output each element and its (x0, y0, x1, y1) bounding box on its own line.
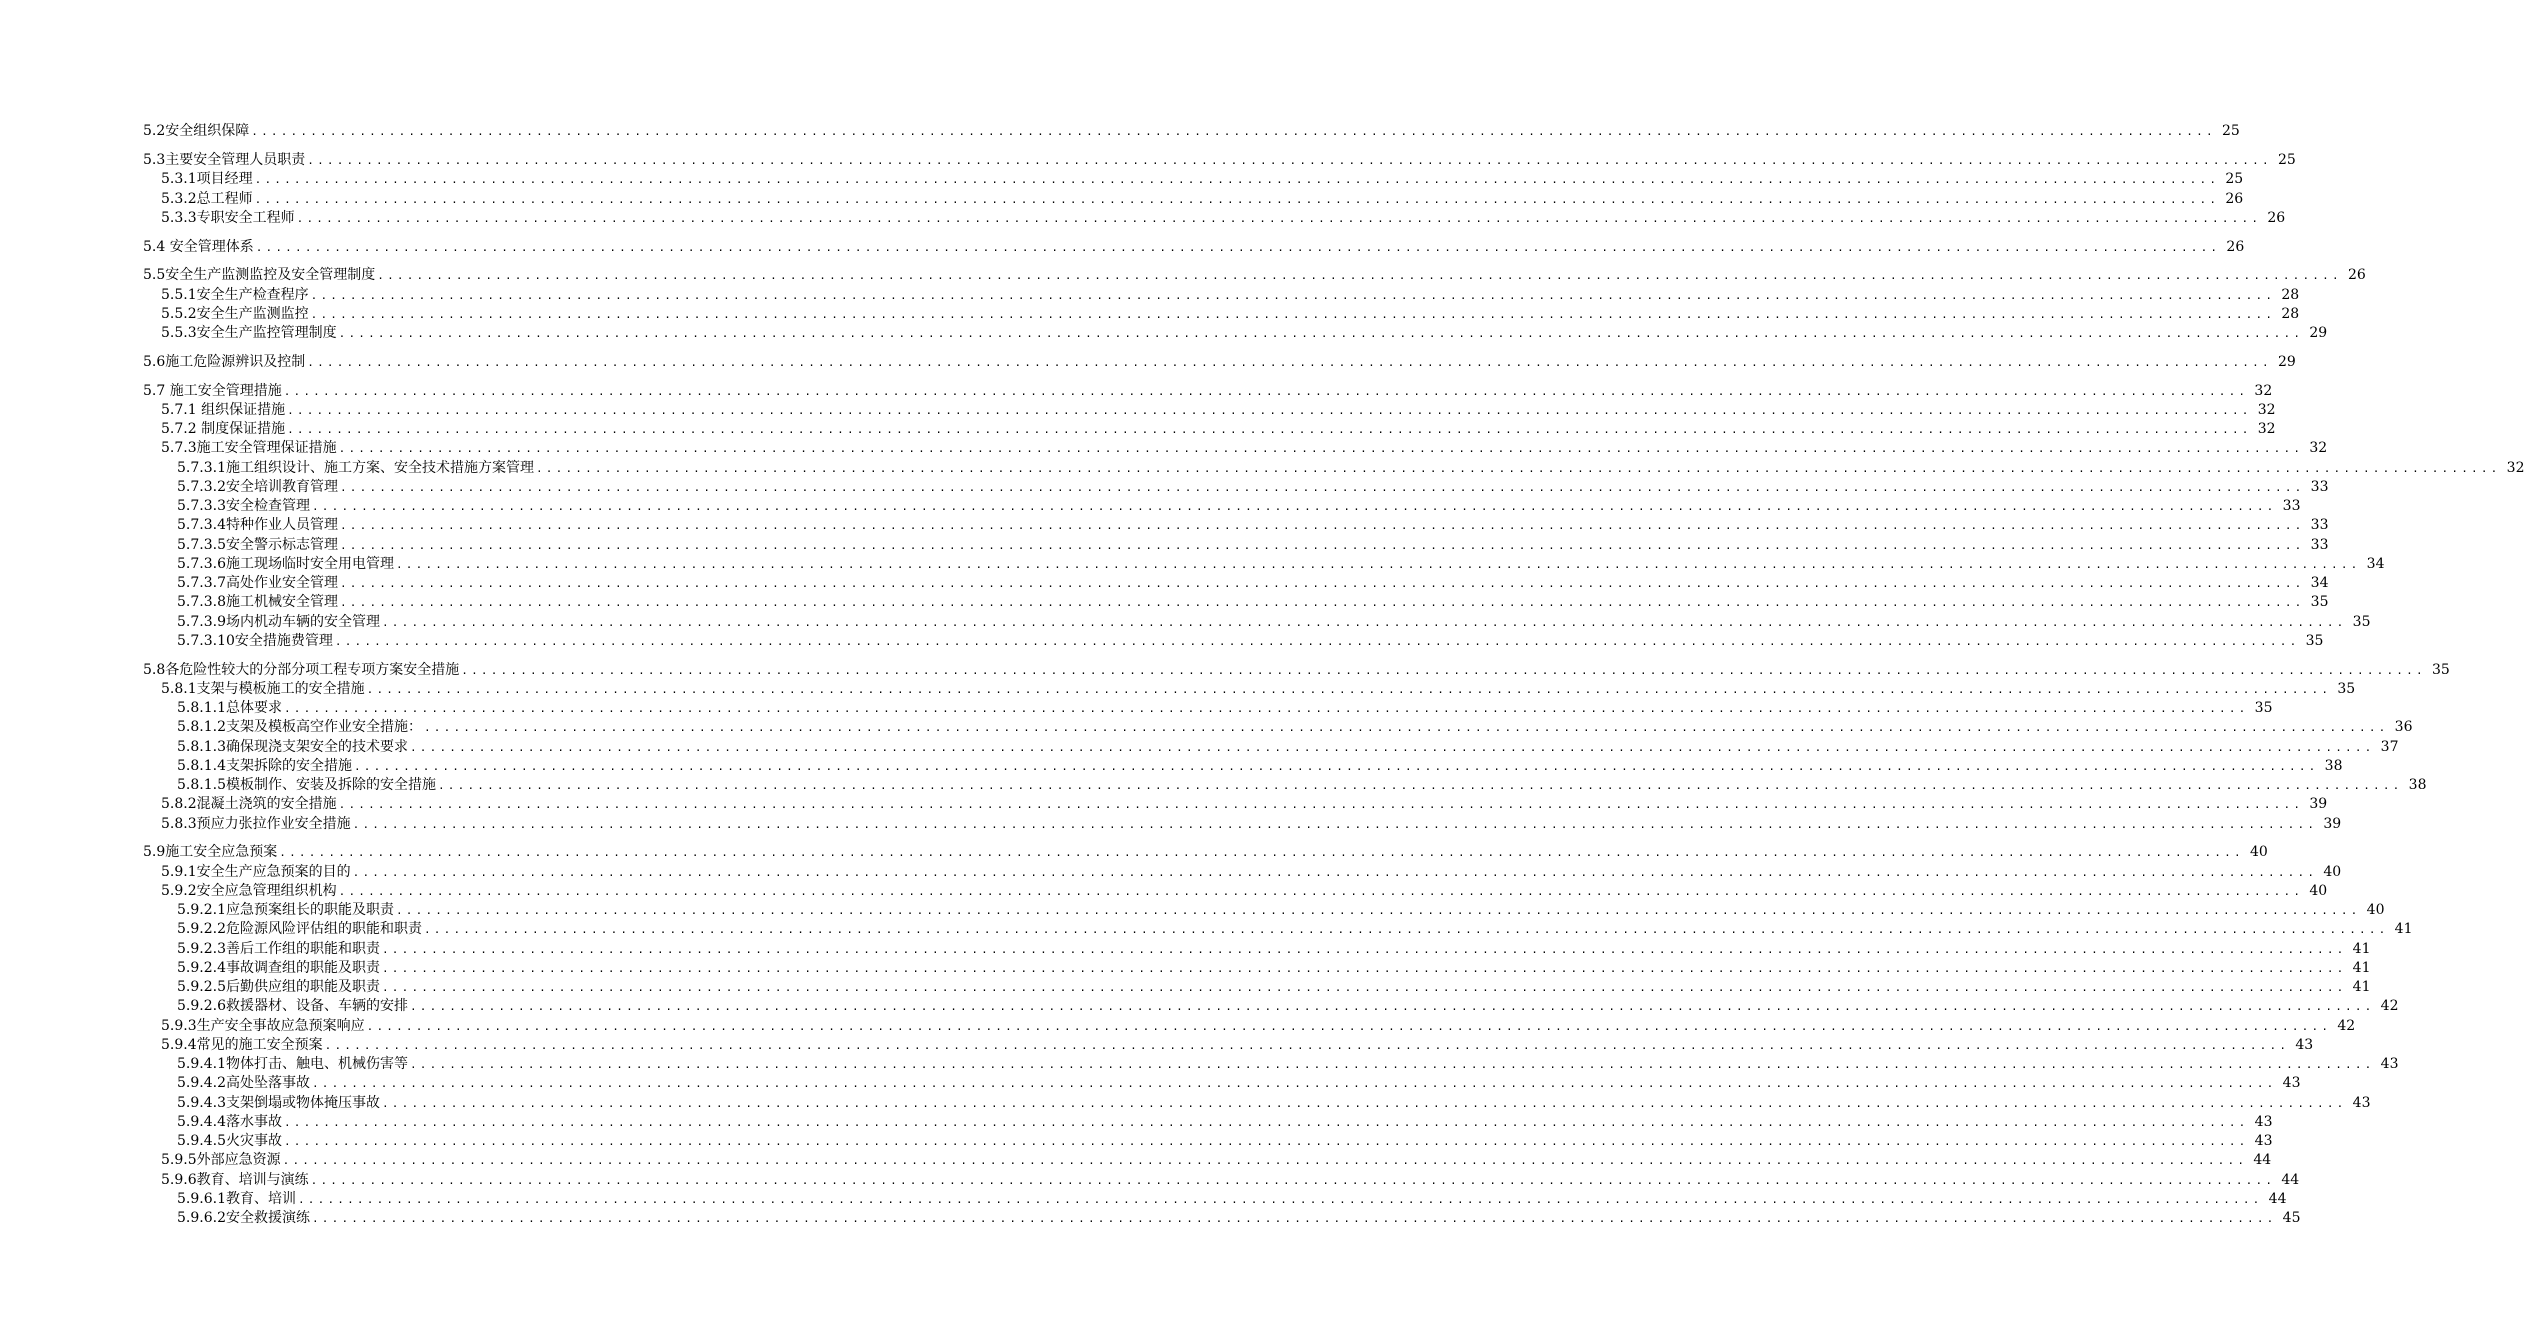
toc-entry[interactable] (0, 793, 2328, 813)
toc-entry-page-number: 44 (2253, 1152, 2272, 1169)
toc-dot-leader: ........................................................................................................................................................................................................ (255, 240, 2221, 254)
toc-dot-leader: ........................................................................................................................................................................................................ (324, 1038, 2290, 1052)
toc-entry[interactable] (0, 514, 2329, 534)
toc-entry-title: 5.7.3.3安全检查管理 (177, 498, 310, 514)
toc-entry-title: 5.9.2安全应急管理组织机构 (161, 882, 337, 899)
toc-entry-page-number: 33 (2310, 517, 2329, 534)
toc-entry-page-number: 35 (2431, 661, 2450, 678)
toc-entry-title: 5.9.4常见的施工安全预案 (161, 1036, 323, 1053)
toc-dot-leader: ........................................................................................................................................................................................................ (353, 759, 2319, 773)
toc-entry-title: 5.9.6教育、培训与演练 (161, 1171, 309, 1188)
toc-entry-title: 5.7.1 组织保证措施 (161, 401, 286, 418)
toc-entry[interactable] (0, 957, 2371, 976)
toc-entry-title: 5.7.3.5安全警示标志管理 (177, 536, 338, 553)
toc-entry[interactable] (0, 995, 2399, 1015)
toc-entry[interactable] (0, 1130, 2273, 1149)
toc-dot-leader: ........................................................................................................................................................................................................ (338, 884, 2304, 898)
toc-entry[interactable] (0, 1053, 2399, 1072)
toc-entry-page-number: 35 (2305, 632, 2324, 649)
toc-entry-title: 5.9.2.5后勤供应组的职能及职责 (177, 979, 380, 995)
toc-entry-title: 5.3.3专职安全工程师 (161, 209, 295, 226)
toc-dot-leader: ........................................................................................................................................................................................................ (338, 798, 2304, 812)
toc-entry-page-number: 32 (2309, 440, 2328, 457)
toc-entry[interactable] (0, 351, 2296, 370)
toc-entry-title: 5.7.3.7高处作业安全管理 (177, 575, 338, 591)
toc-entry-title: 5.5.2安全生产监测监控 (161, 305, 309, 322)
toc-entry-page-number: 40 (2323, 863, 2342, 880)
toc-entry-page-number: 41 (2352, 959, 2371, 976)
toc-entry-page-number: 38 (2408, 777, 2427, 793)
toc-entry[interactable] (0, 976, 2371, 995)
toc-dot-leader: ........................................................................................................................................................................................................ (338, 327, 2304, 340)
toc-entry[interactable] (0, 918, 2413, 938)
toc-dot-leader: ........................................................................................................................................................................................................ (395, 904, 2361, 917)
toc-entry-page-number: 44 (2268, 1190, 2287, 1207)
toc-entry[interactable] (0, 303, 2300, 322)
toc-entry-title: 5.9.4.5火灾事故 (177, 1133, 282, 1149)
toc-dot-leader: ........................................................................................................................................................................................................ (310, 1173, 2276, 1187)
toc-entry[interactable] (0, 658, 2450, 678)
toc-entry-page-number: 43 (2282, 1075, 2301, 1092)
toc-entry-title: 5.7.3.6施工现场临时安全用电管理 (177, 555, 394, 572)
toc-entry-title: 5.9.2.3善后工作组的职能和职责 (177, 940, 380, 957)
toc-entry-page-number: 26 (2267, 209, 2286, 226)
toc-entry-page-number: 25 (2225, 171, 2244, 188)
toc-entry-title: 5.5.3安全生产监控管理制度 (161, 325, 337, 341)
toc-entry-page-number: 36 (2394, 719, 2413, 736)
toc-dot-leader: ........................................................................................................................................................................................................ (311, 1212, 2277, 1225)
toc-entry-title: 5.7.3.2安全培训教育管理 (177, 478, 338, 495)
toc-dot-leader: ........................................................................................................................................................................................................ (339, 519, 2305, 533)
toc-entry[interactable] (0, 495, 2301, 514)
toc-entry-page-number: 45 (2282, 1210, 2301, 1226)
toc-entry[interactable] (0, 1207, 2301, 1226)
toc-entry-title: 5.9.2.6救援器材、设备、车辆的安排 (177, 998, 408, 1015)
toc-entry-page-number: 26 (2225, 190, 2244, 207)
toc-entry[interactable] (0, 533, 2329, 553)
toc-entry-title: 5.7.3.4特种作业人员管理 (177, 517, 338, 534)
toc-entry[interactable] (0, 168, 2244, 188)
toc-dot-leader: ........................................................................................................................................................................................................ (310, 288, 2276, 302)
toc-dot-leader: ........................................................................................................................................................................................................ (283, 702, 2249, 715)
toc-entry[interactable] (0, 264, 2366, 284)
toc-entry-page-number: 41 (2352, 940, 2371, 957)
toc-entry-page-number: 44 (2281, 1171, 2300, 1188)
toc-entry-title: 5.7.3.1施工组织设计、施工方案、安全技术措施方案管理 (177, 459, 534, 476)
toc-entry-title: 5.7.3.9场内机动车辆的安全管理 (177, 613, 380, 630)
toc-dot-leader: ........................................................................................................................................................................................................ (282, 1154, 2248, 1168)
toc-dot-leader: ........................................................................................................................................................................................................ (339, 538, 2305, 552)
toc-entry-page-number: 29 (2277, 353, 2296, 370)
toc-entry[interactable] (0, 697, 2273, 716)
toc-entry-page-number: 35 (2337, 680, 2356, 697)
toc-dot-leader: ........................................................................................................................................................................................................ (437, 779, 2403, 792)
toc-entry-page-number: 35 (2254, 700, 2273, 716)
toc-entry-title: 5.7.2 制度保证措施 (161, 421, 286, 437)
toc-entry-title: 5.9.5外部应急资源 (161, 1152, 281, 1169)
toc-entry[interactable] (0, 322, 2328, 341)
toc-entry-title: 5.9施工安全应急预案 (143, 844, 278, 861)
toc-dot-leader: ........................................................................................................................................................................................................ (339, 480, 2305, 494)
toc-entry-title: 5.8.3预应力张拉作业安全措施 (161, 815, 351, 832)
toc-dot-leader: ........................................................................................................................................................................................................ (287, 423, 2252, 436)
toc-entry[interactable] (0, 841, 2268, 861)
toc-dot-leader: ........................................................................................................................................................................................................ (352, 817, 2318, 831)
toc-entry-title: 5.9.3生产安全事故应急预案响应 (161, 1017, 365, 1034)
toc-dot-leader: ........................................................................................................................................................................................................ (251, 125, 2216, 139)
toc-entry-page-number: 32 (2257, 401, 2276, 418)
toc-entry[interactable] (0, 1034, 2314, 1053)
toc-entry-title: 5.6施工危险源辨识及控制 (143, 353, 306, 370)
toc-entry-page-number: 33 (2310, 478, 2329, 495)
toc-dot-leader: ........................................................................................................................................................................................................ (339, 577, 2305, 590)
toc-entry-page-number: 41 (2352, 979, 2371, 995)
toc-entry[interactable] (0, 678, 2356, 697)
toc-entry-page-number: 40 (2366, 902, 2385, 918)
toc-dot-leader: ........................................................................................................................................................................................................ (283, 1135, 2249, 1148)
toc-dot-leader: ........................................................................................................................................................................................................ (283, 384, 2249, 398)
toc-entry-title: 5.9.1安全生产应急预案的目的 (161, 863, 351, 880)
toc-entry-page-number: 43 (2254, 1133, 2273, 1149)
toc-entry-page-number: 40 (2249, 844, 2268, 861)
toc-entry[interactable] (0, 1188, 2287, 1207)
toc-entry-page-number: 39 (2309, 796, 2328, 813)
toc-entry-title: 5.8各危险性较大的分部分项工程专项方案安全措施 (143, 661, 460, 678)
toc-dot-leader: ........................................................................................................................................................................................................ (381, 981, 2347, 994)
toc-entry-page-number: 28 (2281, 286, 2300, 303)
toc-entry-page-number: 33 (2282, 498, 2301, 514)
toc-dot-leader: ........................................................................................................................................................................................................ (297, 1192, 2263, 1206)
toc-entry[interactable] (0, 187, 2244, 207)
toc-entry-title: 5.9.2.1应急预案组长的职能及职责 (177, 902, 394, 918)
toc-entry-page-number: 28 (2281, 305, 2300, 322)
toc-entry-title: 5.8.1.3确保现浇支架安全的技术要求 (177, 738, 408, 755)
toc-entry[interactable] (0, 456, 2525, 476)
toc-entry[interactable] (0, 437, 2328, 457)
toc-entry[interactable] (0, 899, 2385, 918)
toc-entry[interactable] (0, 1072, 2301, 1092)
toc-entry-page-number: 34 (2310, 575, 2329, 591)
toc-entry-page-number: 41 (2394, 921, 2413, 938)
toc-entry-page-number: 35 (2310, 594, 2329, 611)
toc-entry-page-number: 25 (2277, 152, 2296, 168)
toc-entry[interactable] (0, 476, 2329, 495)
toc-dot-leader: ........................................................................................................................................................................................................ (352, 865, 2318, 879)
toc-entry-title: 5.3.2总工程师 (161, 190, 253, 207)
toc-entry-page-number: 32 (2257, 421, 2276, 437)
toc-entry[interactable] (0, 1091, 2371, 1111)
toc-entry[interactable] (0, 379, 2273, 399)
toc-dot-leader: ........................................................................................................................................................................................................ (423, 923, 2389, 937)
toc-entry-title: 5.8.2混凝土浇筑的安全措施 (161, 796, 337, 813)
toc-entry-title: 5.3主要安全管理人员职责 (143, 152, 306, 168)
toc-entry-title: 5.8.1.5模板制作、安装及拆除的安全措施 (177, 777, 436, 793)
toc-entry-page-number: 26 (2347, 267, 2366, 284)
toc-entry-title: 5.7.3.8施工机械安全管理 (177, 594, 338, 611)
toc-entry-title: 5.9.4.3支架倒塌或物体掩压事故 (177, 1094, 380, 1111)
toc-entry-title: 5.8.1支架与模板施工的安全措施 (161, 680, 365, 697)
toc-entry-page-number: 29 (2309, 325, 2328, 341)
toc-dot-leader: ........................................................................................................................................................................................................ (339, 596, 2305, 610)
toc-dot-leader: ........................................................................................................................................................................................................ (307, 355, 2272, 369)
toc-dot-leader: ........................................................................................................................................................................................................ (254, 173, 2220, 187)
toc-entry[interactable] (0, 812, 2342, 832)
toc-dot-leader: ........................................................................................................................................................................................................ (423, 721, 2389, 735)
toc-dot-leader: ........................................................................................................................................................................................................ (334, 634, 2300, 648)
toc-entry[interactable] (0, 120, 2240, 140)
toc-dot-leader: ........................................................................................................................................................................................................ (535, 461, 2501, 475)
toc-dot-leader: ........................................................................................................................................................................................................ (395, 557, 2361, 571)
toc-entry[interactable] (0, 630, 2324, 649)
table-of-contents (0, 120, 2525, 1226)
toc-entry[interactable] (0, 880, 2328, 899)
toc-entry-title: 5.8.1.1总体要求 (177, 700, 282, 716)
toc-dot-leader: ........................................................................................................................................................................................................ (283, 1115, 2249, 1129)
toc-entry-page-number: 33 (2310, 536, 2329, 553)
toc-entry[interactable] (0, 1168, 2300, 1188)
toc-entry[interactable] (0, 149, 2296, 168)
toc-entry[interactable] (0, 572, 2329, 591)
toc-dot-leader: ........................................................................................................................................................................................................ (461, 663, 2426, 677)
toc-dot-leader: ........................................................................................................................................................................................................ (381, 1096, 2347, 1110)
toc-entry-page-number: 43 (2380, 1056, 2399, 1072)
toc-entry-title: 5.7 施工安全管理措施 (143, 382, 282, 399)
toc-dot-leader: ........................................................................................................................................................................................................ (311, 1077, 2277, 1091)
toc-entry-page-number: 26 (2226, 238, 2245, 255)
toc-entry-title: 5.3.1项目经理 (161, 171, 253, 188)
toc-entry-title: 5.2安全组织保障 (143, 123, 250, 140)
toc-dot-leader: ........................................................................................................................................................................................................ (296, 211, 2262, 225)
toc-dot-leader: ........................................................................................................................................................................................................ (381, 615, 2347, 629)
toc-entry-title: 5.7.3施工安全管理保证措施 (161, 440, 337, 457)
toc-entry-title: 5.9.4.2高处坠落事故 (177, 1075, 310, 1092)
toc-dot-leader: ........................................................................................................................................................................................................ (279, 846, 2244, 860)
toc-dot-leader: ........................................................................................................................................................................................................ (254, 192, 2220, 206)
toc-entry-title: 5.9.6.1教育、培训 (177, 1190, 296, 1207)
toc-entry-page-number: 32 (2506, 459, 2525, 476)
toc-entry-title: 5.9.4.4落水事故 (177, 1113, 282, 1130)
toc-entry-page-number: 42 (2337, 1017, 2356, 1034)
toc-dot-leader: ........................................................................................................................................................................................................ (366, 1019, 2332, 1033)
toc-entry-title: 5.8.1.4支架拆除的安全措施 (177, 757, 352, 774)
toc-dot-leader: ........................................................................................................................................................................................................ (381, 942, 2347, 956)
toc-entry[interactable] (0, 1014, 2356, 1034)
toc-entry-page-number: 37 (2380, 738, 2399, 755)
toc-entry-page-number: 43 (2295, 1036, 2314, 1053)
toc-entry[interactable] (0, 755, 2343, 774)
toc-entry-page-number: 39 (2323, 815, 2342, 832)
toc-entry[interactable] (0, 207, 2286, 226)
toc-entry-title: 5.5安全生产监测监控及安全管理制度 (143, 267, 376, 284)
toc-entry[interactable] (0, 937, 2371, 957)
toc-dot-leader: ........................................................................................................................................................................................................ (366, 682, 2332, 696)
toc-entry-title: 5.5.1安全生产检查程序 (161, 286, 309, 303)
toc-entry[interactable] (0, 283, 2300, 303)
toc-entry-page-number: 40 (2309, 882, 2328, 899)
toc-dot-leader: ........................................................................................................................................................................................................ (307, 154, 2272, 167)
toc-entry-page-number: 34 (2366, 555, 2385, 572)
toc-dot-leader: ........................................................................................................................................................................................................ (409, 1000, 2375, 1014)
toc-dot-leader: ........................................................................................................................................................................................................ (377, 269, 2342, 283)
toc-entry[interactable] (0, 235, 2245, 255)
toc-entry-page-number: 32 (2254, 382, 2273, 399)
toc-entry[interactable] (0, 1111, 2273, 1130)
toc-entry[interactable] (0, 418, 2276, 437)
toc-entry-page-number: 42 (2380, 998, 2399, 1015)
toc-entry[interactable] (0, 735, 2399, 755)
toc-entry-page-number: 25 (2221, 123, 2240, 140)
toc-dot-leader: ........................................................................................................................................................................................................ (338, 442, 2304, 456)
toc-dot-leader: ........................................................................................................................................................................................................ (381, 961, 2347, 975)
toc-entry[interactable] (0, 774, 2427, 793)
toc-entry[interactable] (0, 610, 2371, 630)
toc-entry[interactable] (0, 1149, 2272, 1169)
toc-entry-title: 5.4 安全管理体系 (143, 238, 254, 255)
toc-entry[interactable] (0, 591, 2329, 611)
toc-entry[interactable] (0, 860, 2342, 880)
toc-entry-page-number: 43 (2254, 1113, 2273, 1130)
toc-entry-title: 5.8.1.2支架及模板高空作业安全措施： (177, 719, 422, 736)
toc-entry[interactable] (0, 553, 2385, 572)
toc-entry-title: 5.9.4.1物体打击、触电、机械伤害等 (177, 1056, 408, 1072)
toc-entry-page-number: 43 (2352, 1094, 2371, 1111)
toc-entry-page-number: 35 (2352, 613, 2371, 630)
toc-dot-leader: ........................................................................................................................................................................................................ (287, 403, 2252, 417)
toc-entry-page-number: 38 (2324, 757, 2343, 774)
toc-entry[interactable] (0, 716, 2413, 736)
toc-entry-title: 5.9.2.2危险源风险评估组的职能和职责 (177, 921, 422, 938)
toc-dot-leader: ........................................................................................................................................................................................................ (311, 500, 2277, 513)
toc-dot-leader: ........................................................................................................................................................................................................ (310, 307, 2276, 321)
toc-dot-leader: ........................................................................................................................................................................................................ (409, 1058, 2375, 1071)
toc-dot-leader: ........................................................................................................................................................................................................ (409, 740, 2375, 754)
toc-entry-title: 5.7.3.10安全措施费管理 (177, 632, 333, 649)
toc-entry-title: 5.9.2.4事故调查组的职能及职责 (177, 959, 380, 976)
toc-entry-title: 5.9.6.2安全救援演练 (177, 1210, 310, 1226)
toc-entry[interactable] (0, 399, 2276, 418)
